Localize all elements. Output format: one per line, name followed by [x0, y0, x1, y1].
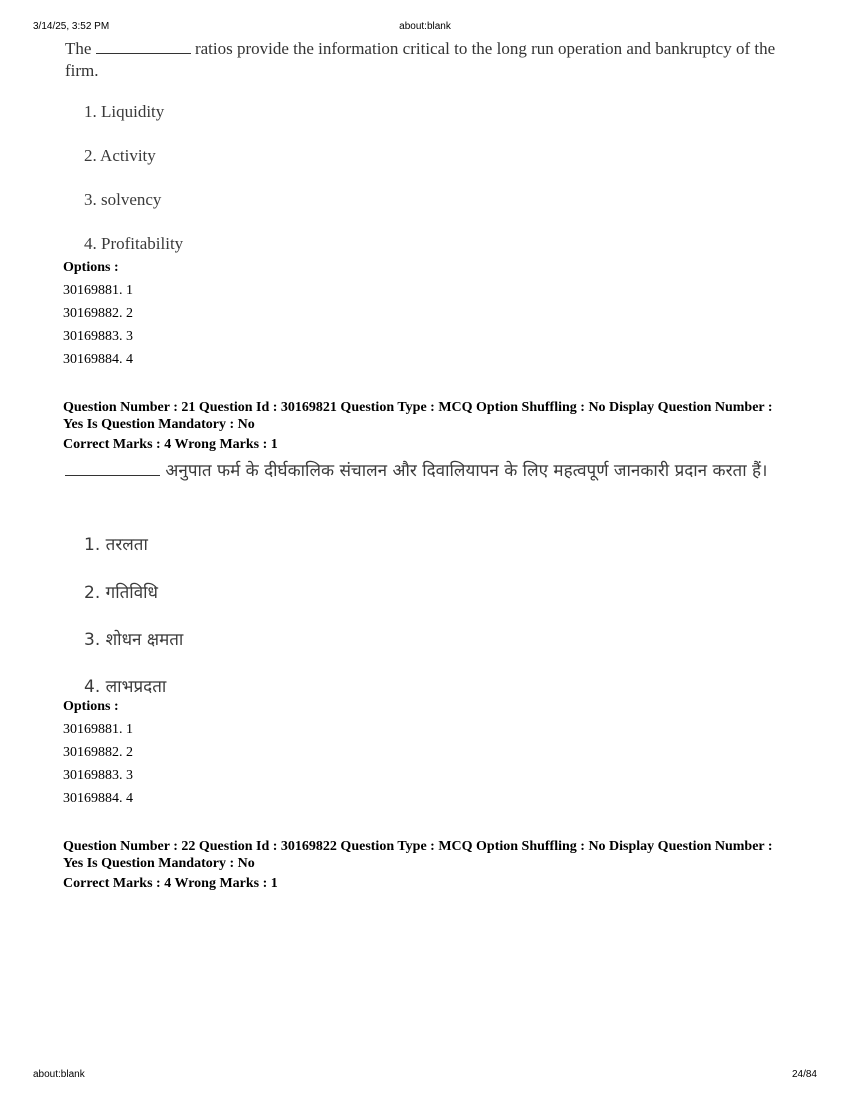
print-header	[0, 21, 850, 35]
print-footer	[0, 1069, 850, 1083]
option-id: 30169884. 4	[63, 352, 133, 367]
option-id: 30169884. 4	[63, 791, 133, 806]
question-stem-hindi	[65, 458, 810, 485]
question-stem-english	[65, 38, 810, 82]
footer-url: about:blank	[33, 1069, 85, 1080]
print-datetime: 3/14/25, 3:52 PM	[33, 21, 110, 32]
option-id: 30169882. 2	[63, 306, 133, 321]
question-marks: Correct Marks : 4 Wrong Marks : 1	[63, 876, 278, 891]
choice-1: 1. तरलता	[84, 535, 148, 555]
stem-rest: ratios provide the information critical to the long run operation and bankruptcy of the firm.	[65, 39, 776, 80]
option-id: 30169881. 1	[63, 722, 133, 737]
options-label: Options :	[63, 260, 119, 275]
option-id: 30169882. 2	[63, 745, 133, 760]
choice-2: 2. Activity	[84, 146, 156, 165]
choice-4: 4. लाभप्रदता	[84, 677, 167, 697]
options-label: Options :	[63, 699, 119, 714]
page-number: 24/84	[791, 1069, 817, 1080]
choice-3: 3. शोधन क्षमता	[84, 630, 184, 650]
option-id: 30169883. 3	[63, 768, 133, 783]
choice-3: 3. solvency	[84, 190, 162, 209]
question-meta: Question Number : 22 Question Id : 30169822 Question Type : MCQ Option Shuffling : No Display Question Number : Yes Is Question Mandatory : No	[63, 839, 773, 871]
question-meta: Question Number : 21 Question Id : 30169821 Question Type : MCQ Option Shuffling : No Display Question Number : Yes Is Question Mandatory : No	[63, 400, 773, 432]
option-id: 30169881. 1	[63, 283, 133, 298]
print-title: about:blank	[399, 21, 451, 32]
question-marks: Correct Marks : 4 Wrong Marks : 1	[63, 437, 278, 452]
stem-start: The	[65, 39, 92, 58]
choice-2: 2. गतिविधि	[84, 583, 159, 603]
option-id: 30169883. 3	[63, 329, 133, 344]
choice-1: 1. Liquidity	[84, 102, 165, 121]
fill-blank	[96, 39, 191, 54]
stem-rest: अनुपात फर्म के दीर्घकालिक संचालन और दिवालियापन के लिए महत्वपूर्ण जानकारी प्रदान करता हैं।	[165, 461, 768, 481]
choice-4: 4. Profitability	[84, 234, 184, 253]
fill-blank	[65, 461, 160, 476]
